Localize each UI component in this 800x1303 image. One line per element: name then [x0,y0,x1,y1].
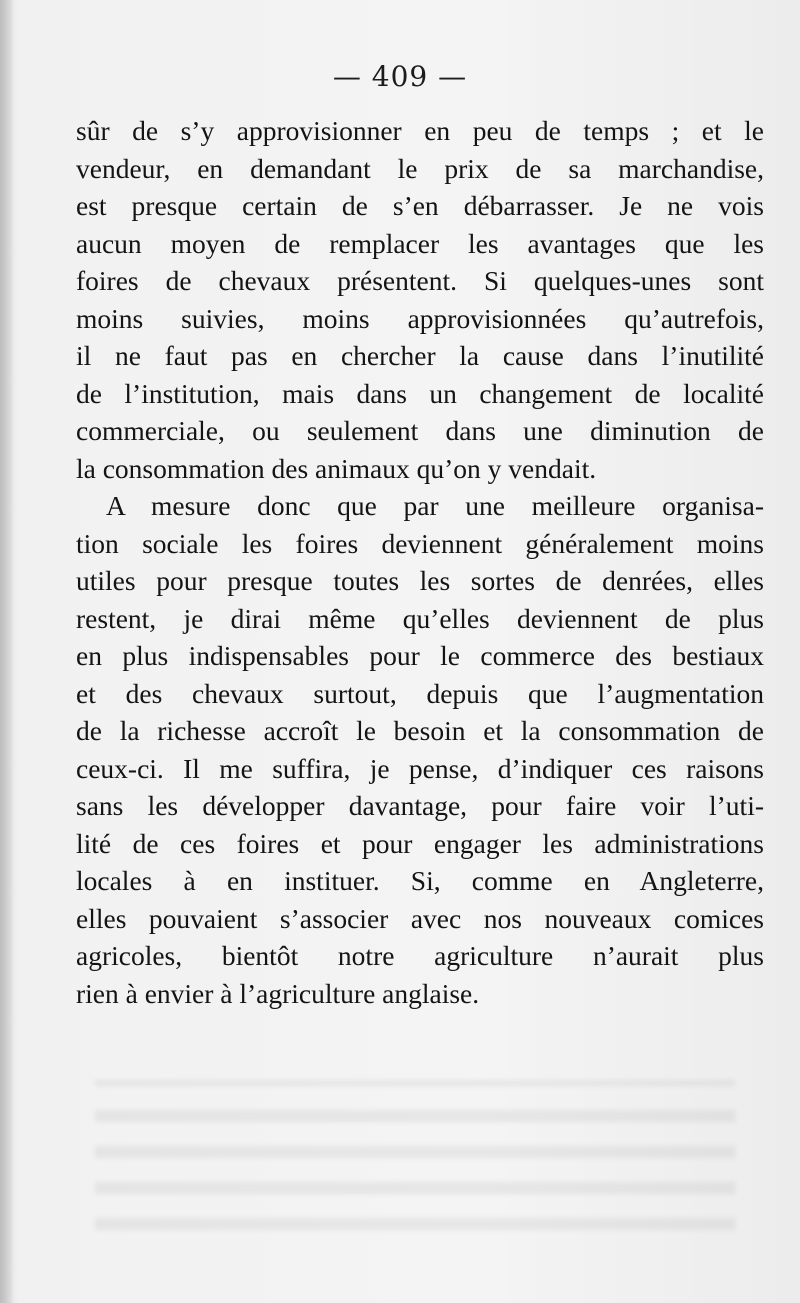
paragraph-1 [76,112,764,487]
text-line: est presque certain de s’en débarrasser. Je ne vois [76,190,764,221]
text-line: sans les développer davantage, pour faire voir l’uti- [76,790,764,821]
text-line: agricoles, bientôt notre agriculture n’aurait plus [76,940,764,971]
text-line: restent, je dirai même qu’elles deviennent de plus [76,602,764,634]
text-line: et des chevaux surtout, depuis que l’augmentation [76,677,764,709]
text-line: commerciale, ou seulement dans une diminution de [76,415,764,446]
text-line: de l’institution, mais dans un changement de localité [76,377,764,409]
gutter-shadow [0,0,14,1303]
show-through-bleed [95,1080,735,1230]
text-line: sûr de s’y approvisionner en peu de temps ; et le [76,115,764,146]
text-line: en plus indispensables pour le commerce des bestiaux [76,640,764,671]
text-line: de la richesse accroît le besoin et la consommation de [76,715,764,746]
text-line: A mesure donc que par une meilleure organisa- [106,490,764,521]
body-text [76,112,764,1012]
text-line: locales à en instituer. Si, comme en Angleterre, [76,865,764,896]
paragraph-2 [76,487,764,1012]
text-line: rien à envier à l’agriculture anglaise. [76,977,480,1009]
text-line: aucun moyen de remplacer les avantages que les [76,227,764,259]
text-line: moins suivies, moins approvisionnées qu’autrefois, [76,302,764,334]
text-line: vendeur, en demandant le prix de sa marchandise, [76,152,764,184]
text-line: lité de ces foires et pour engager les administrations [76,827,764,859]
text-line: foires de chevaux présentent. Si quelques-unes sont [76,265,764,296]
text-line: utiles pour presque toutes les sortes de denrées, elles [76,565,764,596]
text-line: tion sociale les foires deviennent généralement moins [76,527,764,559]
text-line: la consommation des animaux qu’on y vendait. [76,452,597,484]
page-number: — 409 — [332,60,468,93]
text-line: il ne faut pas en chercher la cause dans l’inutilité [76,340,764,371]
text-line: ceux-ci. Il me suffira, je pense, d’indiquer ces raisons [76,752,764,784]
text-line: elles pouvaient s’associer avec nos nouveaux comices [76,902,764,934]
